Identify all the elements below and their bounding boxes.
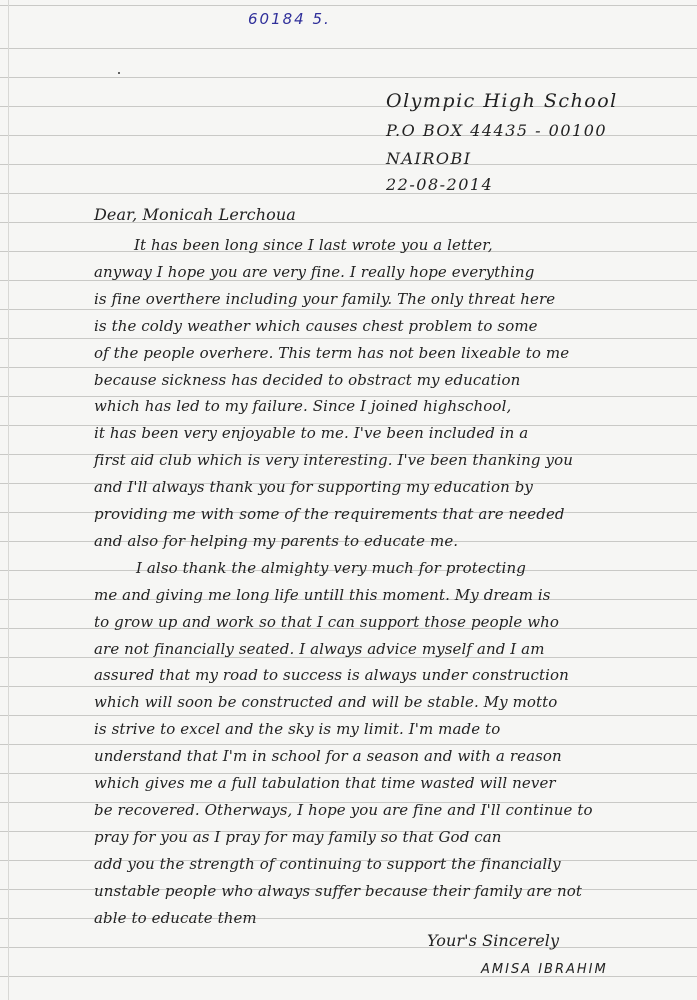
body-line: which has led to my failure. Since I joined highschool, (94, 397, 512, 415)
body-line: add you the strength of continuing to support the financially (94, 855, 561, 873)
body-line: able to educate them (94, 909, 257, 927)
po-box: P.O BOX 44435 - 00100 (386, 121, 608, 140)
body-line: is fine overthere including your family. The only threat here (94, 290, 556, 308)
body-line: of the people overhere. This term has not been lixeable to me (94, 344, 570, 362)
body-line: anyway I hope you are very fine. I really hope everything (94, 263, 535, 281)
closing: Your's Sincerely (427, 931, 560, 950)
body-line: because sickness has decided to obstract my education (94, 371, 521, 389)
body-line: I also thank the almighty very much for protecting (136, 559, 526, 577)
body-line: and I'll always thank you for supporting my education by (94, 478, 533, 496)
city: NAIROBI (386, 149, 472, 168)
body-line: which gives me a full tabulation that time wasted will never (94, 774, 556, 792)
body-line: is the coldy weather which causes chest problem to some (94, 317, 538, 335)
body-line: first aid club which is very interesting. I've been thanking you (94, 451, 573, 469)
body-line: is strive to excel and the sky is my limit. I'm made to (94, 720, 501, 738)
signature: AMISA IBRAHIM (481, 962, 608, 977)
body-line: it has been very enjoyable to me. I've been included in a (94, 424, 529, 442)
reference-number: 60184 5. (248, 10, 331, 28)
body-line: are not financially seated. I always advice myself and I am (94, 640, 545, 658)
body-line: and also for helping my parents to educate me. (94, 532, 459, 550)
salutation: Dear, Monicah Lerchoua (94, 205, 296, 224)
body-line: understand that I'm in school for a season and with a reason (94, 747, 562, 765)
ink-dot (118, 72, 120, 74)
school-name: Olympic High School (386, 90, 618, 112)
body-line: It has been long since I last wrote you a letter, (134, 236, 493, 254)
body-line: be recovered. Otherways, I hope you are fine and I'll continue to (94, 801, 593, 819)
margin-line (8, 0, 9, 1000)
body-line: assured that my road to success is always under construction (94, 666, 569, 684)
letter-date: 22-08-2014 (386, 175, 494, 194)
body-line: unstable people who always suffer because their family are not (94, 882, 582, 900)
body-line: providing me with some of the requirements that are needed (94, 505, 565, 523)
body-line: which will soon be constructed and will be stable. My motto (94, 693, 558, 711)
body-line: me and giving me long life untill this moment. My dream is (94, 586, 551, 604)
body-line: to grow up and work so that I can support those people who (94, 613, 560, 631)
body-line: pray for you as I pray for may family so that God can (94, 828, 502, 846)
